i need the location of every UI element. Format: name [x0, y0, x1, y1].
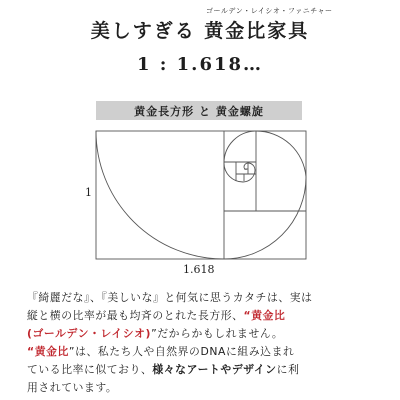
quote-kirei: 『綺麗だな』: [27, 291, 90, 304]
quote-utsukushii: 『美しいな』: [101, 291, 165, 304]
height-label: 1: [85, 186, 92, 199]
text-fragment: ている比率に似ており、: [27, 363, 153, 376]
text-fragment: に利: [276, 363, 300, 376]
text-fragment: 縦と横の比率が最も均斉のとれた長方形、: [27, 309, 244, 322]
text-line: [27, 325, 377, 343]
title-ruby: ゴールデン・レイシオ・ファニチャー: [206, 7, 333, 15]
text-fragment: 、: [89, 291, 102, 304]
highlight-art-design: 様々なアートやデザイン: [152, 363, 277, 376]
page-title: 美しすぎる 黄金比家具: [90, 20, 310, 42]
text-line: [27, 361, 377, 379]
text-fragment: ”は、私たち人や自然界のDNAに組み込まれ: [68, 345, 295, 358]
text-line: [27, 379, 377, 397]
highlight-golden-ratio-reading: (ゴールデン・レイシオ): [27, 327, 152, 340]
width-label: 1.618: [183, 263, 215, 276]
golden-ratio-text: 1 : 1.618…: [136, 54, 264, 75]
diagram-banner: 黄金長方形 と 黄金螺旋: [96, 101, 302, 120]
text-line: [27, 307, 377, 325]
text-fragment: 用されています。: [27, 381, 118, 394]
description-text: [27, 289, 377, 397]
highlight-golden-ratio: “黄金比: [243, 309, 286, 322]
golden-spiral: [96, 131, 306, 259]
text-line: [27, 289, 377, 307]
text-line: [27, 343, 377, 361]
highlight-golden-ratio: “黄金比: [27, 345, 69, 358]
golden-rectangle-outline: [96, 131, 306, 259]
text-fragment: ”だからかもしれません。: [151, 327, 284, 340]
text-fragment: と何気に思うカタチは、実は: [164, 291, 313, 304]
